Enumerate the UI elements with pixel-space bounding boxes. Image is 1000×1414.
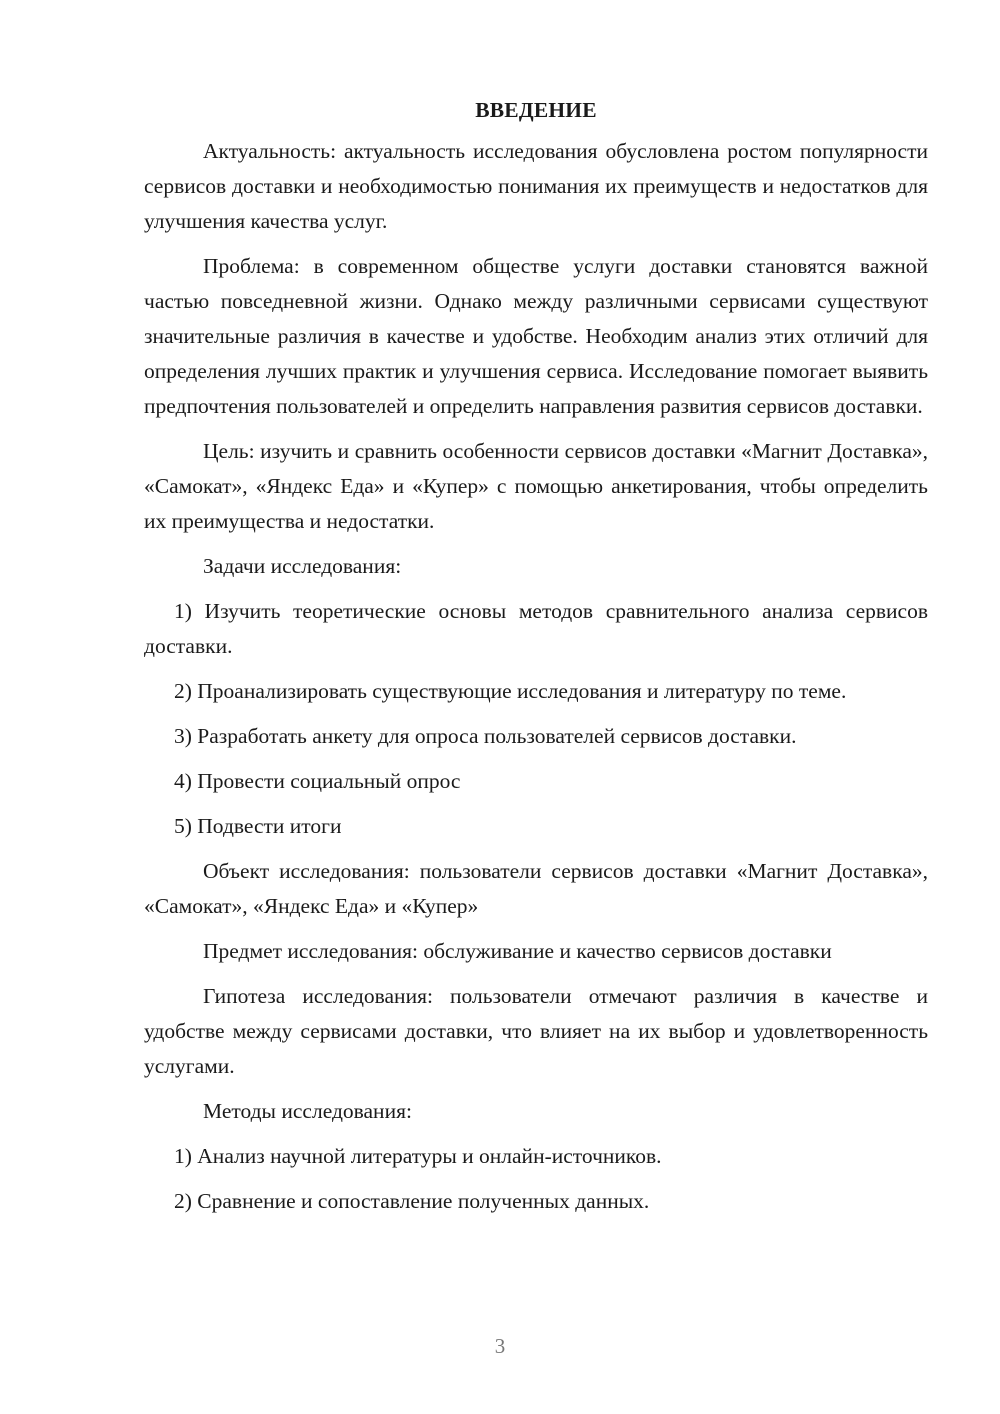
paragraph-hypothesis: Гипотеза исследования: пользователи отмечают различия в качестве и удобстве между сервисами доставки, что влияет на их выбор и удовлетворенность услугами. [144, 984, 928, 1078]
list-item-task-1: 1) Изучить теоретические основы методов сравнительного анализа сервисов доставки. [144, 599, 928, 658]
paragraph-methods-heading: Методы исследования: [203, 1099, 412, 1123]
list-item-task-4: 4) Провести социальный опрос [174, 769, 461, 793]
paragraph-relevance: Актуальность: актуальность исследования обусловлена ростом популярности сервисов доставки и необходимостью понимания их преимуществ и недостатков для улучшения качества услуг. [144, 139, 928, 233]
paragraph-goal: Цель: изучить и сравнить особенности сервисов доставки «Магнит Доставка», «Самокат», «Яндекс Еда» и «Купер» с помощью анкетирования, чтобы определить их преимущества и недостатки. [144, 439, 928, 533]
paragraph-subject: Предмет исследования: обслуживание и качество сервисов доставки [203, 939, 832, 963]
list-item-method-2: 2) Сравнение и сопоставление полученных данных. [174, 1189, 650, 1213]
list-item-task-2: 2) Проанализировать существующие исследования и литературу по теме. [174, 679, 847, 703]
paragraph-problem: Проблема: в современном обществе услуги доставки становятся важной частью повседневной жизни. Однако между различными сервисами существуют значительные различия в качестве и удобстве. Необходим анализ этих отличий для определения лучших практик и улучшения сервиса. Исследование помогает выявить предпочтения пользователей и определить направления развития сервисов доставки. [144, 254, 928, 418]
page-number: 3 [494, 1334, 506, 1358]
paragraph-tasks-heading: Задачи исследования: [203, 554, 402, 578]
document-page [144, 92, 928, 1229]
section-title: ВВЕДЕНИЕ [475, 98, 597, 122]
list-item-method-1: 1) Анализ научной литературы и онлайн-источников. [174, 1144, 662, 1168]
list-item-task-5: 5) Подвести итоги [174, 814, 342, 838]
list-item-task-3: 3) Разработать анкету для опроса пользователей сервисов доставки. [174, 724, 797, 748]
paragraph-object: Объект исследования: пользователи сервисов доставки «Магнит Доставка», «Самокат», «Яндекс Еда» и «Купер» [144, 859, 928, 918]
